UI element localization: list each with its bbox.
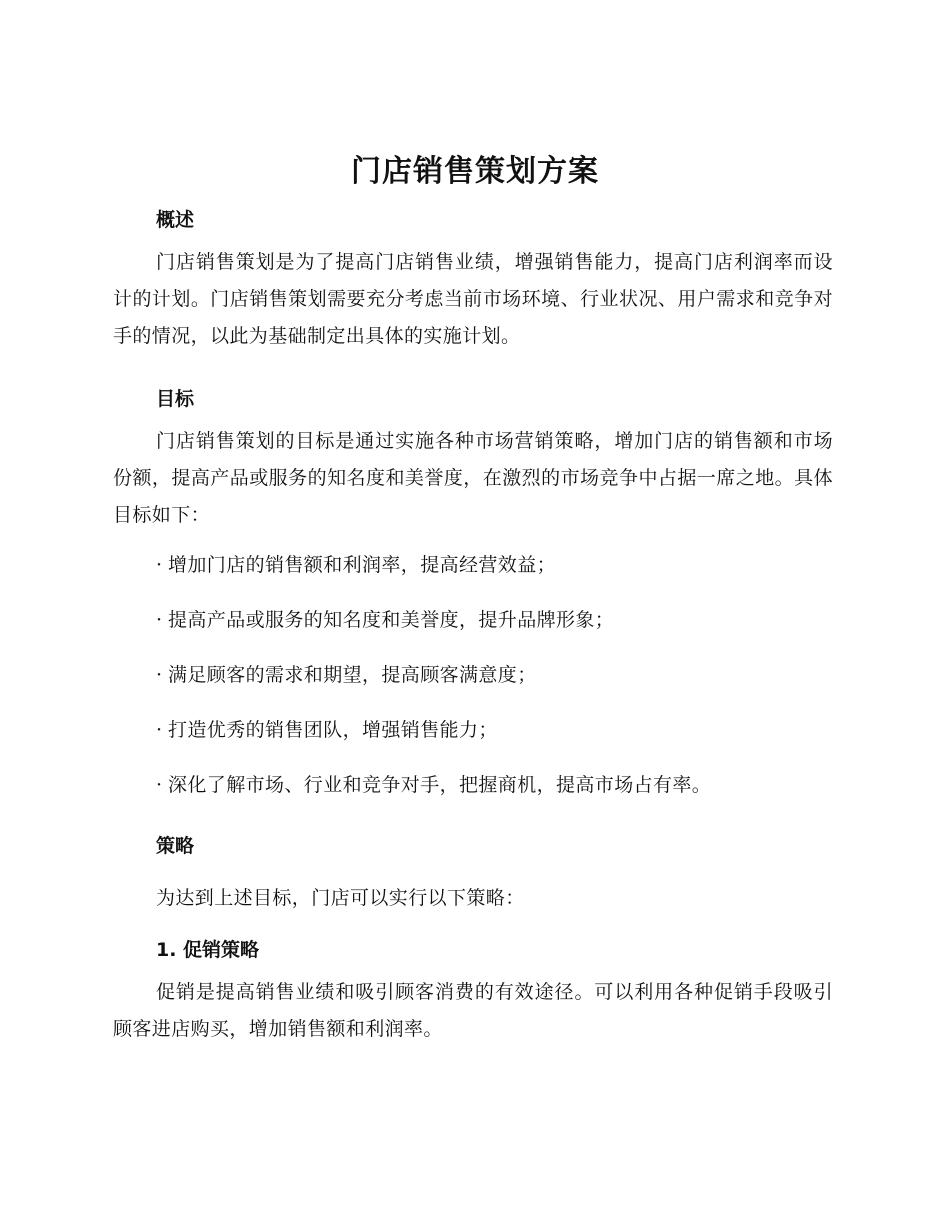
section-heading-goals: 目标: [156, 388, 195, 410]
bullet-marker: ·: [156, 664, 163, 686]
list-item: [113, 767, 833, 822]
list-item-text: 打造优秀的销售团队，增强销售能力；: [168, 719, 498, 741]
goals-list: [113, 547, 833, 822]
document-title: 门店销售策划方案: [351, 154, 599, 189]
section-heading-overview: 概述: [156, 209, 195, 231]
bullet-marker: ·: [156, 609, 163, 631]
list-item: [113, 657, 833, 712]
list-item-text: 增加门店的销售额和利润率，提高经营效益；: [168, 554, 557, 576]
goals-paragraph: 门店销售策划的目标是通过实施各种市场营销策略，增加门店的销售额和市场份额，提高产品或服务的知名度和美誉度，在激烈的市场竞争中占据一席之地。具体目标如下：: [113, 430, 833, 526]
document-body: [113, 196, 833, 1068]
list-item: [113, 712, 833, 767]
subsection-heading-promotion: 1. 促销策略: [156, 939, 260, 961]
list-item-text: 满足顾客的需求和期望，提高顾客满意度；: [168, 664, 537, 686]
list-item: [113, 547, 833, 602]
list-item: [113, 602, 833, 657]
list-item-text: 提高产品或服务的知名度和美誉度，提升品牌形象；: [168, 609, 615, 631]
overview-paragraph: 门店销售策划是为了提高门店销售业绩，增强销售能力，提高门店利润率而设计的计划。门店销售策划需要充分考虑当前市场环境、行业状况、用户需求和竞争对手的情况，以此为基础制定出具体的实施计划。: [113, 251, 833, 347]
promotion-paragraph: 促销是提高销售业绩和吸引顾客消费的有效途径。可以利用各种促销手段吸引顾客进店购买，增加销售额和利润率。: [113, 981, 833, 1040]
strategy-intro: 为达到上述目标，门店可以实行以下策略：: [156, 887, 525, 909]
list-item-text: 深化了解市场、行业和竞争对手，把握商机，提高市场占有率。: [168, 774, 712, 796]
section-heading-strategy: 策略: [156, 835, 195, 857]
bullet-marker: ·: [156, 774, 163, 796]
bullet-marker: ·: [156, 719, 163, 741]
bullet-marker: ·: [156, 554, 163, 576]
